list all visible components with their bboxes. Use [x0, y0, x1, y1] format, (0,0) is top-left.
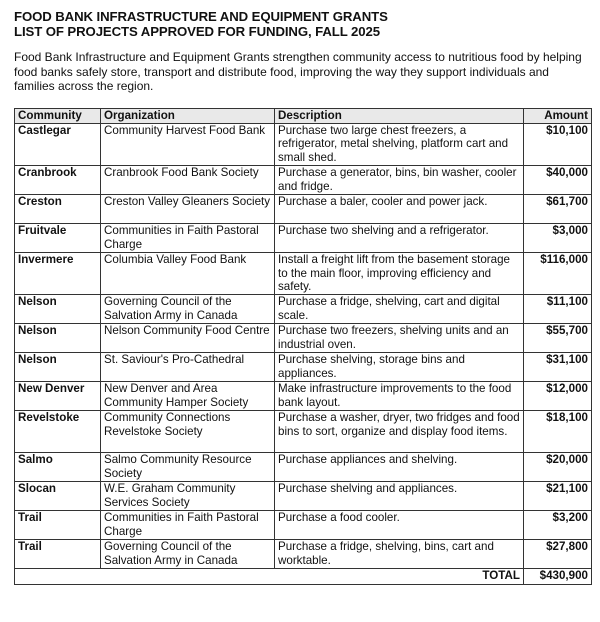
cell-community: Revelstoke: [15, 411, 101, 453]
document-title: [14, 9, 592, 39]
cell-community: Nelson: [15, 295, 101, 324]
cell-organization: Communities in Faith Pastoral Charge: [101, 224, 275, 253]
cell-description: Purchase two large chest freezers, a refrigerator, metal shelving, platform cart and small shed.: [275, 123, 524, 165]
table-row: [15, 123, 592, 165]
cell-organization: Communities in Faith Pastoral Charge: [101, 511, 275, 540]
cell-amount: $61,700: [524, 195, 592, 224]
column-header-community: Community: [15, 108, 101, 123]
cell-organization: Creston Valley Gleaners Society: [101, 195, 275, 224]
table-row: [15, 411, 592, 453]
table-row: [15, 540, 592, 569]
cell-amount: $55,700: [524, 324, 592, 353]
cell-organization: Salmo Community Resource Society: [101, 453, 275, 482]
cell-community: Cranbrook: [15, 166, 101, 195]
table-row: [15, 224, 592, 253]
table-row: [15, 166, 592, 195]
table-row: [15, 382, 592, 411]
cell-organization: Community Connections Revelstoke Society: [101, 411, 275, 453]
table-row: [15, 253, 592, 295]
column-header-amount: Amount: [524, 108, 592, 123]
table-header-row: [15, 108, 592, 123]
cell-amount: $10,100: [524, 123, 592, 165]
cell-description: Purchase a food cooler.: [275, 511, 524, 540]
table-row: [15, 195, 592, 224]
cell-amount: $27,800: [524, 540, 592, 569]
cell-amount: $18,100: [524, 411, 592, 453]
title-line-2: LIST OF PROJECTS APPROVED FOR FUNDING, FALL 2025: [14, 24, 380, 39]
intro-paragraph: Food Bank Infrastructure and Equipment Grants strengthen community access to nutritious food by helping food banks safely store, transport and distribute food, improving the way they support individuals and families across the region.: [14, 50, 582, 93]
column-header-organization: Organization: [101, 108, 275, 123]
cell-amount: $12,000: [524, 382, 592, 411]
table-row: [15, 511, 592, 540]
cell-community: Invermere: [15, 253, 101, 295]
cell-community: Castlegar: [15, 123, 101, 165]
cell-description: Purchase two freezers, shelving units and an industrial oven.: [275, 324, 524, 353]
table-row: [15, 324, 592, 353]
cell-description: Purchase two shelving and a refrigerator.: [275, 224, 524, 253]
cell-community: Fruitvale: [15, 224, 101, 253]
table-row: [15, 482, 592, 511]
cell-community: Slocan: [15, 482, 101, 511]
column-header-description: Description: [275, 108, 524, 123]
cell-amount: $116,000: [524, 253, 592, 295]
cell-amount: $31,100: [524, 353, 592, 382]
cell-description: Purchase a fridge, shelving, bins, cart and worktable.: [275, 540, 524, 569]
cell-description: Make infrastructure improvements to the food bank layout.: [275, 382, 524, 411]
cell-community: Salmo: [15, 453, 101, 482]
cell-amount: $3,200: [524, 511, 592, 540]
cell-community: Trail: [15, 511, 101, 540]
cell-organization: Nelson Community Food Centre: [101, 324, 275, 353]
cell-description: Purchase shelving and appliances.: [275, 482, 524, 511]
table-row: [15, 353, 592, 382]
cell-community: Nelson: [15, 353, 101, 382]
cell-organization: Cranbrook Food Bank Society: [101, 166, 275, 195]
cell-amount: $3,000: [524, 224, 592, 253]
cell-organization: Governing Council of the Salvation Army in Canada: [101, 295, 275, 324]
cell-organization: New Denver and Area Community Hamper Society: [101, 382, 275, 411]
cell-description: Purchase a fridge, shelving, cart and digital scale.: [275, 295, 524, 324]
cell-description: Purchase a washer, dryer, two fridges and food bins to sort, organize and display food items.: [275, 411, 524, 453]
document-page: [14, 9, 592, 585]
cell-organization: St. Saviour's Pro-Cathedral: [101, 353, 275, 382]
cell-community: Creston: [15, 195, 101, 224]
cell-amount: $20,000: [524, 453, 592, 482]
cell-description: Purchase shelving, storage bins and appliances.: [275, 353, 524, 382]
total-amount: $430,900: [524, 569, 592, 584]
cell-amount: $21,100: [524, 482, 592, 511]
total-label: TOTAL: [15, 569, 524, 584]
cell-community: Trail: [15, 540, 101, 569]
table-row: [15, 453, 592, 482]
cell-description: Purchase appliances and shelving.: [275, 453, 524, 482]
cell-organization: W.E. Graham Community Services Society: [101, 482, 275, 511]
cell-amount: $40,000: [524, 166, 592, 195]
cell-description: Install a freight lift from the basement storage to the main floor, improving efficiency and safety.: [275, 253, 524, 295]
cell-description: Purchase a generator, bins, bin washer, cooler and fridge.: [275, 166, 524, 195]
cell-organization: Governing Council of the Salvation Army in Canada: [101, 540, 275, 569]
title-line-1: FOOD BANK INFRASTRUCTURE AND EQUIPMENT GRANTS: [14, 9, 388, 24]
cell-organization: Community Harvest Food Bank: [101, 123, 275, 165]
table-row: [15, 295, 592, 324]
cell-community: New Denver: [15, 382, 101, 411]
cell-community: Nelson: [15, 324, 101, 353]
total-row: [15, 569, 592, 584]
cell-organization: Columbia Valley Food Bank: [101, 253, 275, 295]
cell-description: Purchase a baler, cooler and power jack.: [275, 195, 524, 224]
grants-table: [14, 108, 592, 585]
cell-amount: $11,100: [524, 295, 592, 324]
